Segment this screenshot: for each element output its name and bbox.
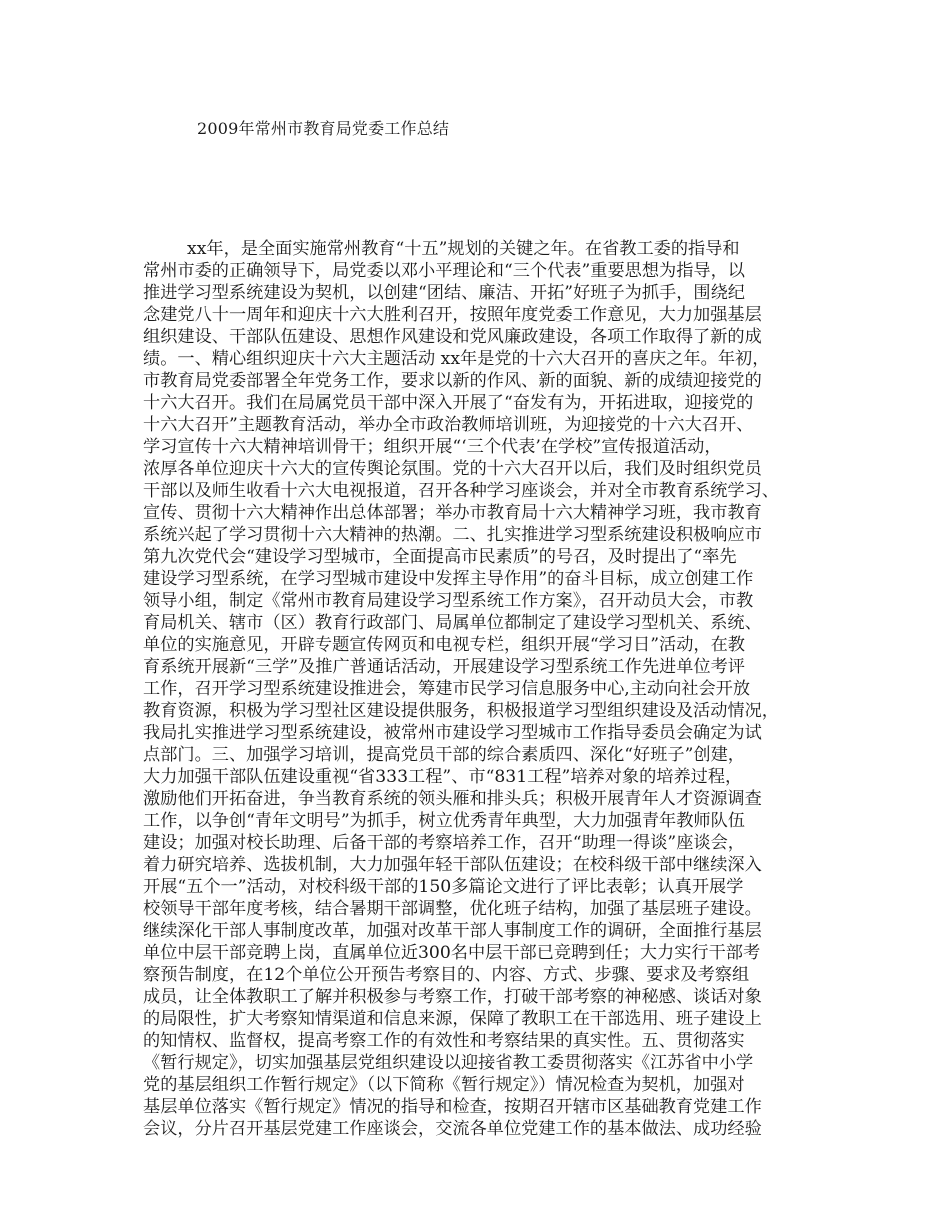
body-line: 大力加强干部队伍建设重视“省333工程”、市“831工程”培养对象的培养过程， xyxy=(143,767,743,787)
body-line: 继续深化干部人事制度改革，加强对改革干部人事制度工作的调研，全面推行基层 xyxy=(143,921,762,941)
body-line: 十六大召开。我们在局属党员干部中深入开展了“奋发有为，开拓进取，迎接党的 xyxy=(143,393,754,413)
body-line: 组织建设、干部队伍建设、思想作风建设和党风廉政建设，各项工作取得了新的成 xyxy=(143,327,762,347)
body-line: 校领导干部年度考核，结合暑期干部调整，优化班子结构，加强了基层班子建设。 xyxy=(143,899,762,919)
body-line: 《暂行规定》，切实加强基层党组织建设以迎接省教工委贯彻落实《江苏省中小学 xyxy=(143,1053,754,1073)
body-line: 第九次党代会“建设学习型城市，全面提高市民素质”的号召，及时提出了“率先 xyxy=(143,547,737,567)
body-line: 工作，以争创“青年文明号”为抓手，树立优秀青年典型，大力加强青年教师队伍 xyxy=(143,811,745,831)
body-line: 浓厚各单位迎庆十六大的宣传舆论氛围。党的十六大召开以后，我们及时组织党员 xyxy=(143,459,762,479)
body-line: 市教育局党委部署全年党务工作，要求以新的作风、新的面貌、新的成绩迎接党的 xyxy=(143,371,762,391)
body-line: 建设；加强对校长助理、后备干部的考察培养工作，召开“助理一得谈”座谈会， xyxy=(143,833,745,853)
body-line: 推进学习型系统建设为契机，以创建“团结、廉洁、开拓”好班子为抓手，围绕纪 xyxy=(143,283,745,303)
body-line: 教育资源，积极为学习型社区建设提供服务，积极报道学习型组织建设及活动情况， xyxy=(143,701,779,721)
document-body xyxy=(143,238,823,1140)
body-line: 基层单位落实《暂行规定》情况的指导和检查，按期召开辖市区基础教育党建工作 xyxy=(143,1097,762,1117)
body-line: 系统兴起了学习贯彻十六大精神的热潮。二、扎实推进学习型系统建设积极响应市 xyxy=(143,525,762,545)
body-line: 我局扎实推进学习型系统建设，被常州市建设学习型城市工作指导委员会确定为试 xyxy=(143,723,762,743)
body-line: 念建党八十一周年和迎庆十六大胜利召开，按照年度党委工作意见，大力加强基层 xyxy=(143,305,762,325)
body-line: 绩。一、精心组织迎庆十六大主题活动 xx年是党的十六大召开的喜庆之年。年初， xyxy=(143,349,770,369)
document-title: 2009年常州市教育局党委工作总结 xyxy=(197,119,450,138)
body-line: 单位的实施意见，开辟专题宣传网页和电视专栏，组织开展“学习日”活动，在教 xyxy=(143,635,745,655)
body-line: 育系统开展新“三学”及推广普通话活动，开展建设学习型系统工作先进单位考评 xyxy=(143,657,745,677)
body-line: 的知情权、监督权，提高考察工作的有效性和考察结果的真实性。五、贯彻落实 xyxy=(143,1031,745,1051)
body-line: 点部门。三、加强学习培训，提高党员干部的综合素质四、深化“好班子”创建， xyxy=(143,745,745,765)
body-line: 开展“五个一”活动，对校科级干部的150多篇论文进行了评比表彰；认真开展学 xyxy=(143,877,744,897)
body-line: 领导小组，制定《常州市教育局建设学习型系统工作方案》，召开动员大会，市教 xyxy=(143,591,754,611)
body-line: 党的基层组织工作暂行规定》（以下简称《暂行规定》）情况检查为契机，加强对 xyxy=(143,1075,745,1095)
body-line: 育局机关、辖市（区）教育行政部门、局属单位都制定了建设学习型机关、系统、 xyxy=(143,613,762,633)
body-line: 成员，让全体教职工了解并积极参与考察工作，打破干部考察的神秘感、谈话对象 xyxy=(143,987,762,1007)
body-line: 学习宣传十六大精神培训骨干；组织开展“‘三个代表’在学校”宣传报道活动， xyxy=(143,437,722,457)
body-line: xx年，是全面实施常州教育“十五”规划的关键之年。在省教工委的指导和 xyxy=(187,239,740,259)
body-line: 干部以及师生收看十六大电视报道，召开各种学习座谈会，并对全市教育系统学习、 xyxy=(143,481,779,501)
body-line: 常州市委的正确领导下，局党委以邓小平理论和“三个代表”重要思想为指导，以 xyxy=(143,261,745,281)
body-line: 激励他们开拓奋进，争当教育系统的领头雁和排头兵；积极开展青年人才资源调查 xyxy=(143,789,762,809)
body-line: 建设学习型系统，在学习型城市建设中发挥主导作用”的奋斗目标，成立创建工作 xyxy=(143,569,754,589)
body-line: 单位中层干部竞聘上岗，直属单位近300名中层干部已竞聘到任；大力实行干部考 xyxy=(143,943,761,963)
body-line: 工作，召开学习型系统建设推进会，筹建市民学习信息服务中心,主动向社会开放 xyxy=(143,679,751,699)
body-line: 宣传、贯彻十六大精神作出总体部署；举办市教育局十六大精神学习班，我市教育 xyxy=(143,503,762,523)
body-line: 察预告制度，在12个单位公开预告考察目的、内容、方式、步骤、要求及考察组 xyxy=(143,965,750,985)
body-line: 十六大召开”主题教育活动，举办全市政治教师培训班，为迎接党的十六大召开、 xyxy=(143,415,754,435)
body-line: 着力研究培养、选拔机制，大力加强年轻干部队伍建设；在校科级干部中继续深入 xyxy=(143,855,762,875)
body-line: 的局限性，扩大考察知情渠道和信息来源，保障了教职工在干部选用、班子建设上 xyxy=(143,1009,762,1029)
body-line: 会议，分片召开基层党建工作座谈会，交流各单位党建工作的基本做法、成功经验 xyxy=(143,1119,762,1139)
